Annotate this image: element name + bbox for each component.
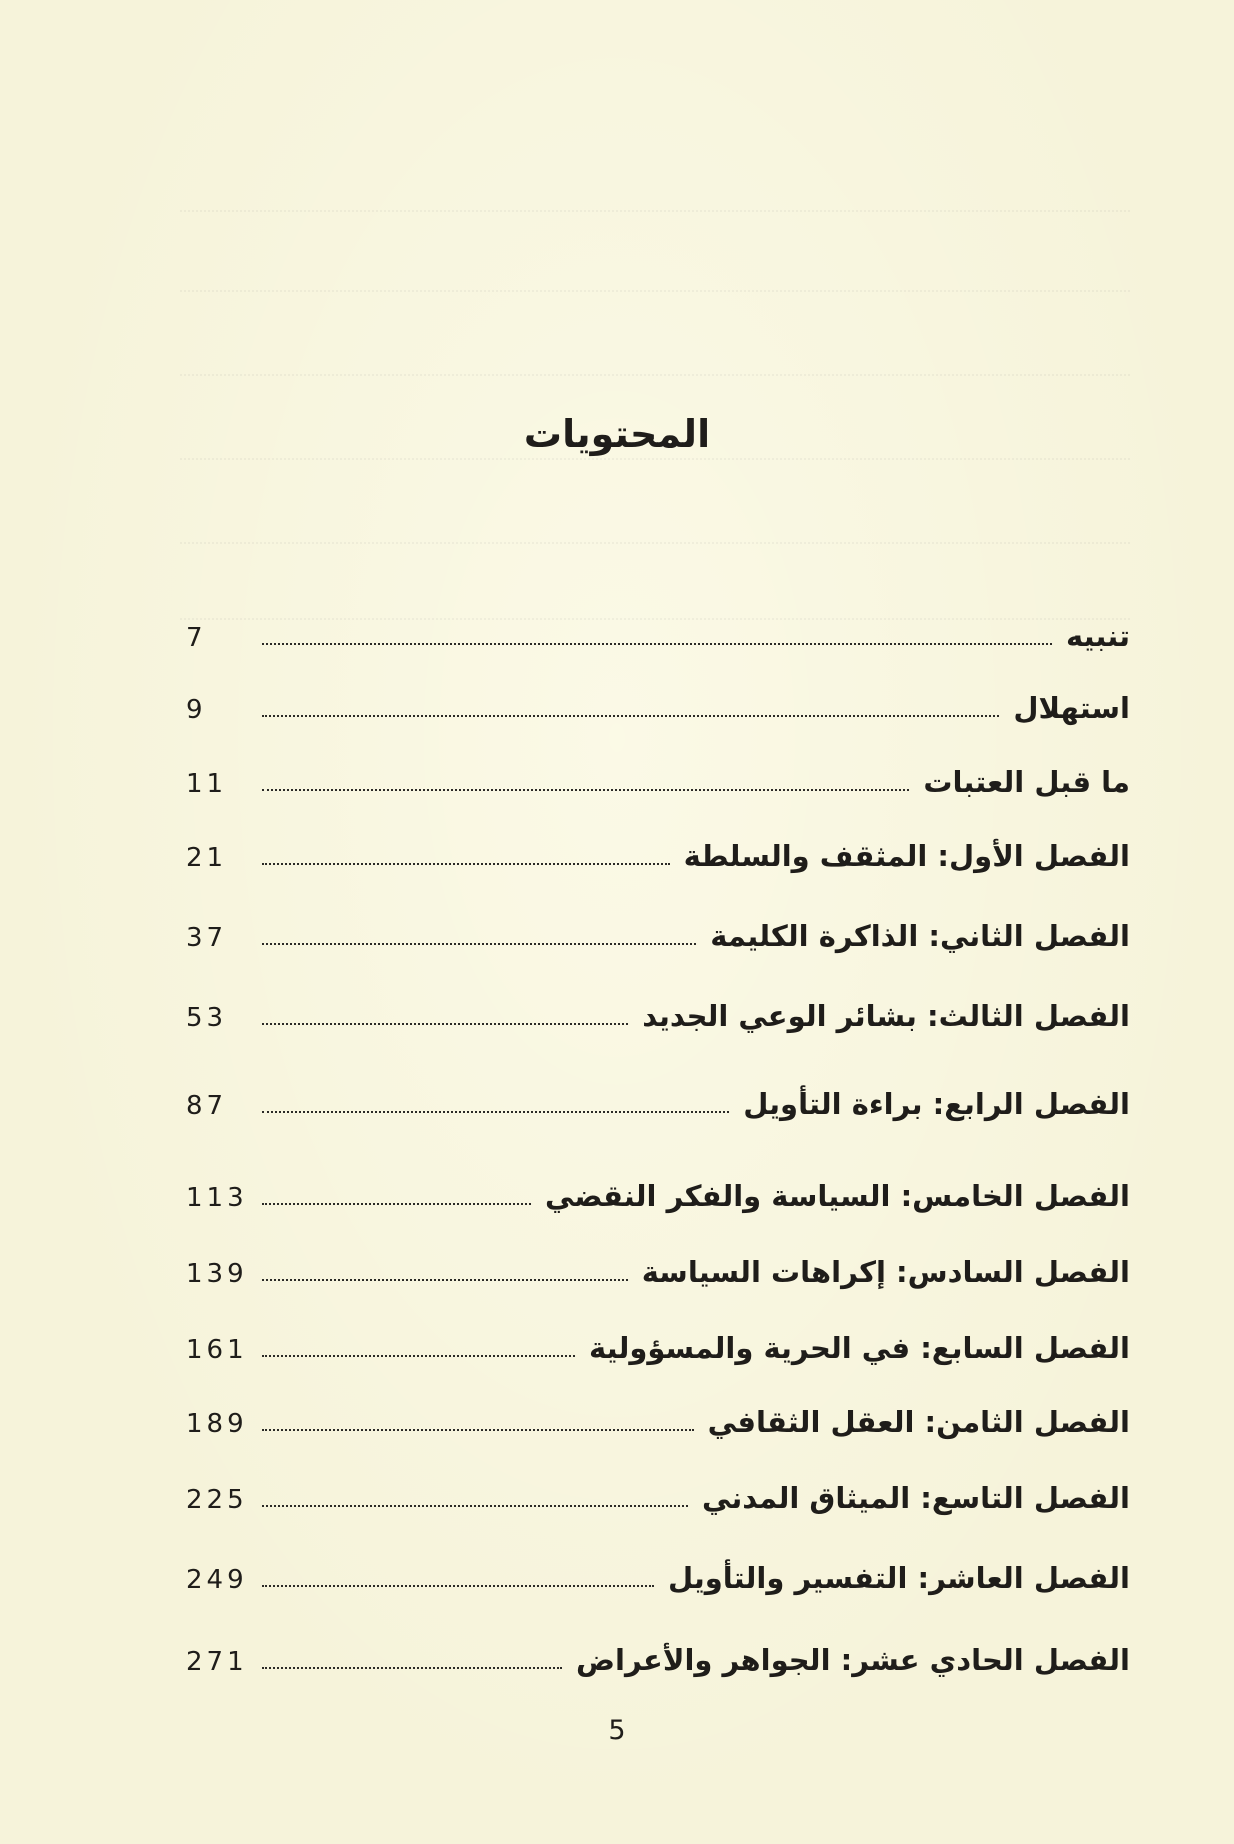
- bleed-through-line: [180, 352, 1130, 376]
- toc-entry-page: 11: [186, 768, 228, 799]
- dot-leader: [262, 1355, 575, 1357]
- toc-entry-title: الفصل الخامس: السياسة والفكر النقضي: [545, 1179, 1130, 1214]
- bleed-through-line: [180, 520, 1130, 544]
- toc-entry-title: ما قبل العتبات: [923, 765, 1130, 800]
- toc-entry[interactable]: [186, 676, 1130, 726]
- dot-leader: [262, 1111, 729, 1113]
- toc-entry-page: 113: [186, 1182, 248, 1213]
- dot-leader: [262, 715, 999, 717]
- toc-entry-page: 249: [186, 1564, 248, 1595]
- toc-entry-title: الفصل الرابع: براءة التأويل: [743, 1087, 1130, 1122]
- toc-entry-page: 161: [186, 1334, 248, 1365]
- toc-entry-title: الفصل التاسع: الميثاق المدني: [702, 1481, 1130, 1516]
- toc-entry-page: 53: [186, 1002, 228, 1033]
- dot-leader: [262, 1279, 628, 1281]
- toc-entry-page: 87: [186, 1090, 228, 1121]
- toc-entry-title: الفصل الأول: المثقف والسلطة: [683, 839, 1130, 874]
- toc-entry[interactable]: [186, 1072, 1130, 1122]
- dot-leader: [262, 1505, 688, 1507]
- toc-entry[interactable]: [186, 1546, 1130, 1596]
- toc-entry[interactable]: [186, 904, 1130, 954]
- toc-entry[interactable]: [186, 750, 1130, 800]
- dot-leader: [262, 1023, 628, 1025]
- toc-entry-title: الفصل السادس: إكراهات السياسة: [641, 1255, 1130, 1290]
- bleed-through-line: [180, 268, 1130, 292]
- toc-entry-page: 37: [186, 922, 228, 953]
- dot-leader: [262, 643, 1052, 645]
- toc-entry-page: 271: [186, 1646, 248, 1677]
- toc-entry[interactable]: [186, 1316, 1130, 1366]
- dot-leader: [262, 789, 909, 791]
- toc-entry[interactable]: [186, 984, 1130, 1034]
- toc-entry-title: الفصل الثامن: العقل الثقافي: [707, 1405, 1130, 1440]
- dot-leader: [262, 863, 670, 865]
- dot-leader: [262, 943, 696, 945]
- dot-leader: [262, 1667, 562, 1669]
- toc-entry-title: الفصل الحادي عشر: الجواهر والأعراض: [576, 1643, 1130, 1678]
- toc-entry[interactable]: [186, 824, 1130, 874]
- dot-leader: [262, 1585, 654, 1587]
- toc-entry-title: الفصل السابع: في الحرية والمسؤولية: [589, 1331, 1130, 1366]
- dot-leader: [262, 1429, 694, 1431]
- toc-entry-page: 9: [186, 694, 207, 725]
- toc-entry[interactable]: [186, 1390, 1130, 1440]
- page-title: المحتويات: [523, 412, 711, 456]
- toc-entry[interactable]: [186, 604, 1130, 654]
- toc-entry[interactable]: [186, 1240, 1130, 1290]
- toc-entry-page: 7: [186, 622, 207, 653]
- toc-entry[interactable]: [186, 1466, 1130, 1516]
- toc-entry[interactable]: [186, 1164, 1130, 1214]
- page-number: 5: [608, 1715, 626, 1746]
- bleed-through-line: [180, 188, 1130, 212]
- toc-entry-page: 21: [186, 842, 228, 873]
- toc-entry-title: استهلال: [1013, 691, 1130, 726]
- dot-leader: [262, 1203, 531, 1205]
- toc-entry[interactable]: [186, 1628, 1130, 1678]
- toc-entry-title: الفصل العاشر: التفسير والتأويل: [667, 1561, 1130, 1596]
- toc-entry-title: الفصل الثاني: الذاكرة الكليمة: [710, 919, 1130, 954]
- toc-entry-page: 139: [186, 1258, 248, 1289]
- toc-entry-page: 225: [186, 1484, 248, 1515]
- toc-entry-title: الفصل الثالث: بشائر الوعي الجديد: [642, 999, 1130, 1034]
- toc-entry-title: تنبيه: [1066, 619, 1130, 654]
- toc-entry-page: 189: [186, 1408, 248, 1439]
